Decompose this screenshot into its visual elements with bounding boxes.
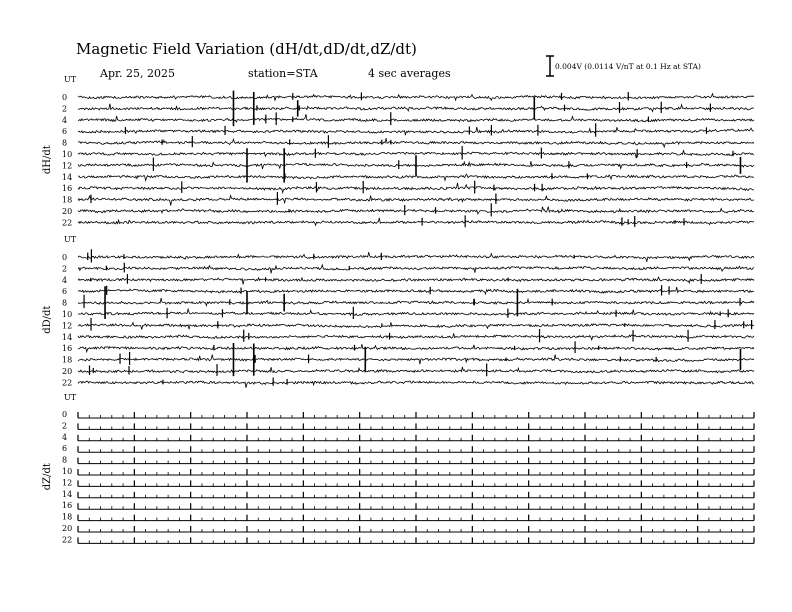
- date-label: Apr. 25, 2025: [100, 67, 176, 80]
- trace-line: [78, 218, 754, 226]
- row-tick-label: 4: [62, 115, 68, 125]
- row-tick-label: 16: [62, 501, 73, 511]
- row-tick-label: 8: [62, 138, 68, 148]
- panel-label: dZ/dt: [42, 463, 53, 491]
- trace-line: [78, 287, 754, 294]
- row-tick-label: 0: [62, 93, 68, 102]
- row-tick-label: 6: [62, 287, 68, 297]
- row-tick-label: 12: [62, 478, 73, 488]
- row-tick-label: 14: [62, 172, 73, 182]
- row-tick-label: 4: [62, 432, 68, 442]
- panel-label: dD/dt: [42, 305, 53, 334]
- trace-line: [78, 104, 754, 112]
- row-tick-label: 12: [62, 321, 73, 331]
- trace-line: [78, 207, 754, 214]
- row-tick-label: 10: [62, 467, 73, 476]
- averaging-label: 4 sec averages: [368, 67, 451, 80]
- trace-line: [78, 333, 754, 340]
- ut-label: UT: [64, 393, 77, 402]
- trace-line: [78, 114, 754, 122]
- row-tick-label: 8: [62, 455, 68, 465]
- trace-line: [78, 252, 754, 262]
- row-tick-label: 20: [62, 367, 73, 376]
- row-tick-label: 18: [62, 195, 73, 205]
- row-tick-label: 20: [62, 207, 73, 216]
- scale-bar: [546, 56, 701, 76]
- row-tick-label: 18: [62, 355, 73, 365]
- row-tick-label: 20: [62, 524, 73, 533]
- scale-bar-label: 0.004V (0.0114 V/nT at 0.1 Hz at STA): [555, 62, 701, 71]
- trace-line: [78, 381, 754, 388]
- panel-3: [42, 393, 754, 544]
- row-tick-label: 4: [62, 275, 68, 285]
- row-tick-label: 18: [62, 512, 73, 522]
- trace-line: [78, 277, 754, 284]
- row-tick-label: 12: [62, 161, 73, 171]
- row-tick-label: 0: [62, 253, 68, 262]
- panel-1: [42, 75, 754, 227]
- trace-line: [78, 138, 754, 147]
- row-tick-label: 22: [62, 535, 73, 545]
- row-tick-label: 2: [62, 421, 68, 431]
- trace-line: [78, 265, 754, 274]
- row-tick-label: 22: [62, 378, 73, 388]
- trace-line: [78, 298, 754, 306]
- trace-line: [78, 322, 754, 329]
- row-tick-label: 2: [62, 264, 68, 274]
- row-tick-label: 6: [62, 444, 68, 454]
- row-tick-label: 14: [62, 332, 73, 342]
- ut-label: UT: [64, 235, 77, 244]
- station-label: station=STA: [248, 67, 318, 80]
- trace-line: [78, 344, 754, 352]
- trace-line: [78, 367, 754, 373]
- trace-line: [78, 183, 754, 193]
- ut-label: UT: [64, 75, 77, 84]
- row-tick-label: 2: [62, 104, 68, 114]
- row-tick-label: 10: [62, 150, 73, 159]
- row-tick-label: 14: [62, 489, 73, 499]
- trace-line: [78, 94, 754, 101]
- trace-line: [78, 127, 754, 135]
- row-tick-label: 10: [62, 310, 73, 319]
- panel-2: [42, 235, 754, 388]
- plot-title: Magnetic Field Variation (dH/dt,dD/dt,dZ/dt): [76, 40, 417, 58]
- panels: [42, 75, 754, 544]
- row-tick-label: 22: [62, 218, 73, 228]
- panel-label: dH/dt: [42, 145, 53, 175]
- row-tick-label: 6: [62, 127, 68, 137]
- row-tick-label: 0: [62, 410, 68, 419]
- trace-line: [78, 196, 754, 206]
- row-tick-label: 16: [62, 344, 73, 354]
- trace-line: [78, 309, 754, 315]
- row-tick-label: 8: [62, 298, 68, 308]
- row-tick-label: 16: [62, 184, 73, 194]
- trace-line: [78, 355, 754, 365]
